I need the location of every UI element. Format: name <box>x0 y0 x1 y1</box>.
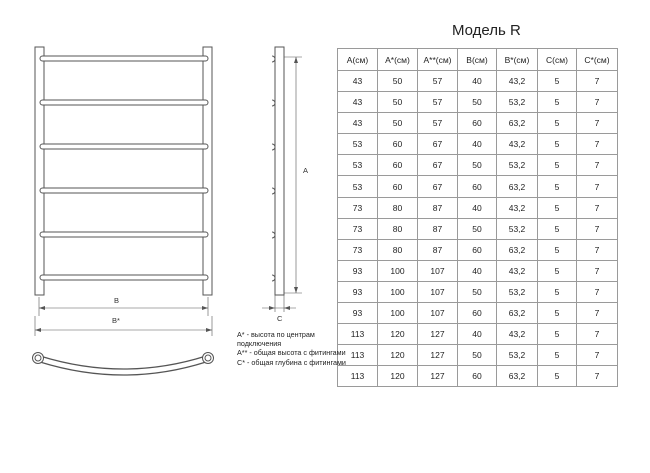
table-cell: 87 <box>418 239 458 260</box>
table-cell: 100 <box>378 303 418 324</box>
table-cell: 113 <box>338 366 378 387</box>
table-cell: 43,2 <box>497 197 538 218</box>
table-cell: 43,2 <box>497 324 538 345</box>
table-cell: 80 <box>378 239 418 260</box>
table-cell: 63,2 <box>497 366 538 387</box>
table-cell: 120 <box>378 324 418 345</box>
rung <box>40 100 208 105</box>
table-cell: 5 <box>538 155 577 176</box>
table-cell: 63,2 <box>497 113 538 134</box>
column-header: C(см) <box>538 49 577 71</box>
table-cell: 5 <box>538 71 577 92</box>
table-cell: 7 <box>577 345 618 366</box>
table-cell: 5 <box>538 260 577 281</box>
table-cell: 60 <box>378 134 418 155</box>
table-cell: 7 <box>577 176 618 197</box>
table-cell: 5 <box>538 324 577 345</box>
table-cell: 5 <box>538 197 577 218</box>
table-cell: 50 <box>458 155 497 176</box>
table-cell: 7 <box>577 218 618 239</box>
table-cell: 60 <box>458 113 497 134</box>
table-cell: 7 <box>577 92 618 113</box>
table-cell: 107 <box>418 281 458 302</box>
table-cell: 50 <box>458 218 497 239</box>
table-cell: 120 <box>378 366 418 387</box>
table-row <box>338 239 618 260</box>
legend-line-a-star: A* - высота по центрам подключения <box>237 330 315 349</box>
table-cell: 60 <box>378 155 418 176</box>
table-cell: 43,2 <box>497 260 538 281</box>
table-cell: 50 <box>458 92 497 113</box>
table-cell: 7 <box>577 324 618 345</box>
table-row <box>338 92 618 113</box>
table-cell: 43,2 <box>497 71 538 92</box>
table-cell: 5 <box>538 92 577 113</box>
table-cell: 7 <box>577 239 618 260</box>
table-cell: 5 <box>538 176 577 197</box>
column-header: A**(см) <box>418 49 458 71</box>
table-cell: 50 <box>458 281 497 302</box>
table-row <box>338 260 618 281</box>
table-cell: 67 <box>418 176 458 197</box>
table-cell: 53 <box>338 134 378 155</box>
table-cell: 93 <box>338 303 378 324</box>
dimension-a-label: A <box>303 166 309 175</box>
column-header: C*(см) <box>577 49 618 71</box>
table-cell: 100 <box>378 281 418 302</box>
table-cell: 53,2 <box>497 155 538 176</box>
table-row <box>338 345 618 366</box>
top-view <box>33 353 214 376</box>
table-cell: 60 <box>458 303 497 324</box>
table-cell: 67 <box>418 155 458 176</box>
column-header: A(см) <box>338 49 378 71</box>
table-cell: 7 <box>577 197 618 218</box>
table-cell: 5 <box>538 218 577 239</box>
dimension-c-label: C <box>277 314 283 323</box>
table-cell: 43 <box>338 113 378 134</box>
table-cell: 5 <box>538 113 577 134</box>
side-post <box>275 47 284 295</box>
table-cell: 127 <box>418 345 458 366</box>
table-row <box>338 176 618 197</box>
table-cell: 63,2 <box>497 239 538 260</box>
table-cell: 87 <box>418 197 458 218</box>
table-cell: 93 <box>338 281 378 302</box>
table-cell: 57 <box>418 92 458 113</box>
table-cell: 7 <box>577 303 618 324</box>
table-cell: 60 <box>458 176 497 197</box>
table-cell: 57 <box>418 71 458 92</box>
table-row <box>338 218 618 239</box>
table-cell: 63,2 <box>497 303 538 324</box>
table-cell: 53 <box>338 155 378 176</box>
table-cell: 73 <box>338 197 378 218</box>
table-cell: 5 <box>538 345 577 366</box>
table-row <box>338 113 618 134</box>
dimension-b-star-label: B* <box>112 316 120 325</box>
rung <box>40 232 208 237</box>
table-row <box>338 155 618 176</box>
table-cell: 7 <box>577 260 618 281</box>
table-cell: 53,2 <box>497 345 538 366</box>
legend-line-c-star: C* - общая глубина с фитингами <box>237 357 346 367</box>
column-header: B(см) <box>458 49 497 71</box>
table-cell: 80 <box>378 197 418 218</box>
right-post <box>203 47 212 295</box>
table-cell: 7 <box>577 366 618 387</box>
left-post <box>35 47 44 295</box>
table-row <box>338 197 618 218</box>
table-cell: 53,2 <box>497 92 538 113</box>
table-cell: 40 <box>458 324 497 345</box>
table-row <box>338 281 618 302</box>
table-cell: 80 <box>378 218 418 239</box>
table-row <box>338 303 618 324</box>
table-cell: 73 <box>338 218 378 239</box>
table-cell: 113 <box>338 324 378 345</box>
table-cell: 53,2 <box>497 281 538 302</box>
table-row <box>338 134 618 155</box>
table-cell: 73 <box>338 239 378 260</box>
table-cell: 7 <box>577 155 618 176</box>
column-header: B*(см) <box>497 49 538 71</box>
table-cell: 5 <box>538 281 577 302</box>
table-cell: 87 <box>418 218 458 239</box>
table-cell: 50 <box>378 92 418 113</box>
table-cell: 7 <box>577 281 618 302</box>
table-cell: 53,2 <box>497 218 538 239</box>
table-cell: 43,2 <box>497 134 538 155</box>
table-cell: 5 <box>538 134 577 155</box>
table-cell: 127 <box>418 366 458 387</box>
rung <box>40 275 208 280</box>
rung <box>40 144 208 149</box>
table-cell: 107 <box>418 303 458 324</box>
legend <box>237 330 347 367</box>
table-cell: 113 <box>338 345 378 366</box>
table-cell: 120 <box>378 345 418 366</box>
page-title: Модель R <box>452 22 521 39</box>
table-row <box>338 366 618 387</box>
table-cell: 43 <box>338 92 378 113</box>
table-cell: 7 <box>577 134 618 155</box>
table-cell: 40 <box>458 197 497 218</box>
table-row <box>338 71 618 92</box>
table-cell: 5 <box>538 366 577 387</box>
table-cell: 5 <box>538 303 577 324</box>
legend-line-a-double-star: A** - общая высота с фитингами <box>237 348 346 358</box>
spec-table <box>337 48 618 387</box>
table-header-row <box>338 49 618 71</box>
table-cell: 50 <box>458 345 497 366</box>
table-body <box>338 71 618 387</box>
table-cell: 100 <box>378 260 418 281</box>
table-cell: 127 <box>418 324 458 345</box>
table-cell: 40 <box>458 71 497 92</box>
table-cell: 60 <box>458 239 497 260</box>
table-cell: 7 <box>577 113 618 134</box>
front-view <box>35 47 212 336</box>
table-cell: 40 <box>458 260 497 281</box>
table-cell: 53 <box>338 176 378 197</box>
table-row <box>338 324 618 345</box>
side-view <box>262 47 302 312</box>
table-cell: 5 <box>538 239 577 260</box>
table-cell: 60 <box>458 366 497 387</box>
table-cell: 63,2 <box>497 176 538 197</box>
table-cell: 67 <box>418 134 458 155</box>
dimension-b-label: B <box>114 296 120 305</box>
table-cell: 60 <box>378 176 418 197</box>
table-cell: 43 <box>338 71 378 92</box>
table-cell: 40 <box>458 134 497 155</box>
table-cell: 50 <box>378 113 418 134</box>
table-cell: 50 <box>378 71 418 92</box>
table-cell: 107 <box>418 260 458 281</box>
column-header: A*(см) <box>378 49 418 71</box>
rung <box>40 188 208 193</box>
table-cell: 7 <box>577 71 618 92</box>
rung <box>40 56 208 61</box>
table-cell: 57 <box>418 113 458 134</box>
table-cell: 93 <box>338 260 378 281</box>
